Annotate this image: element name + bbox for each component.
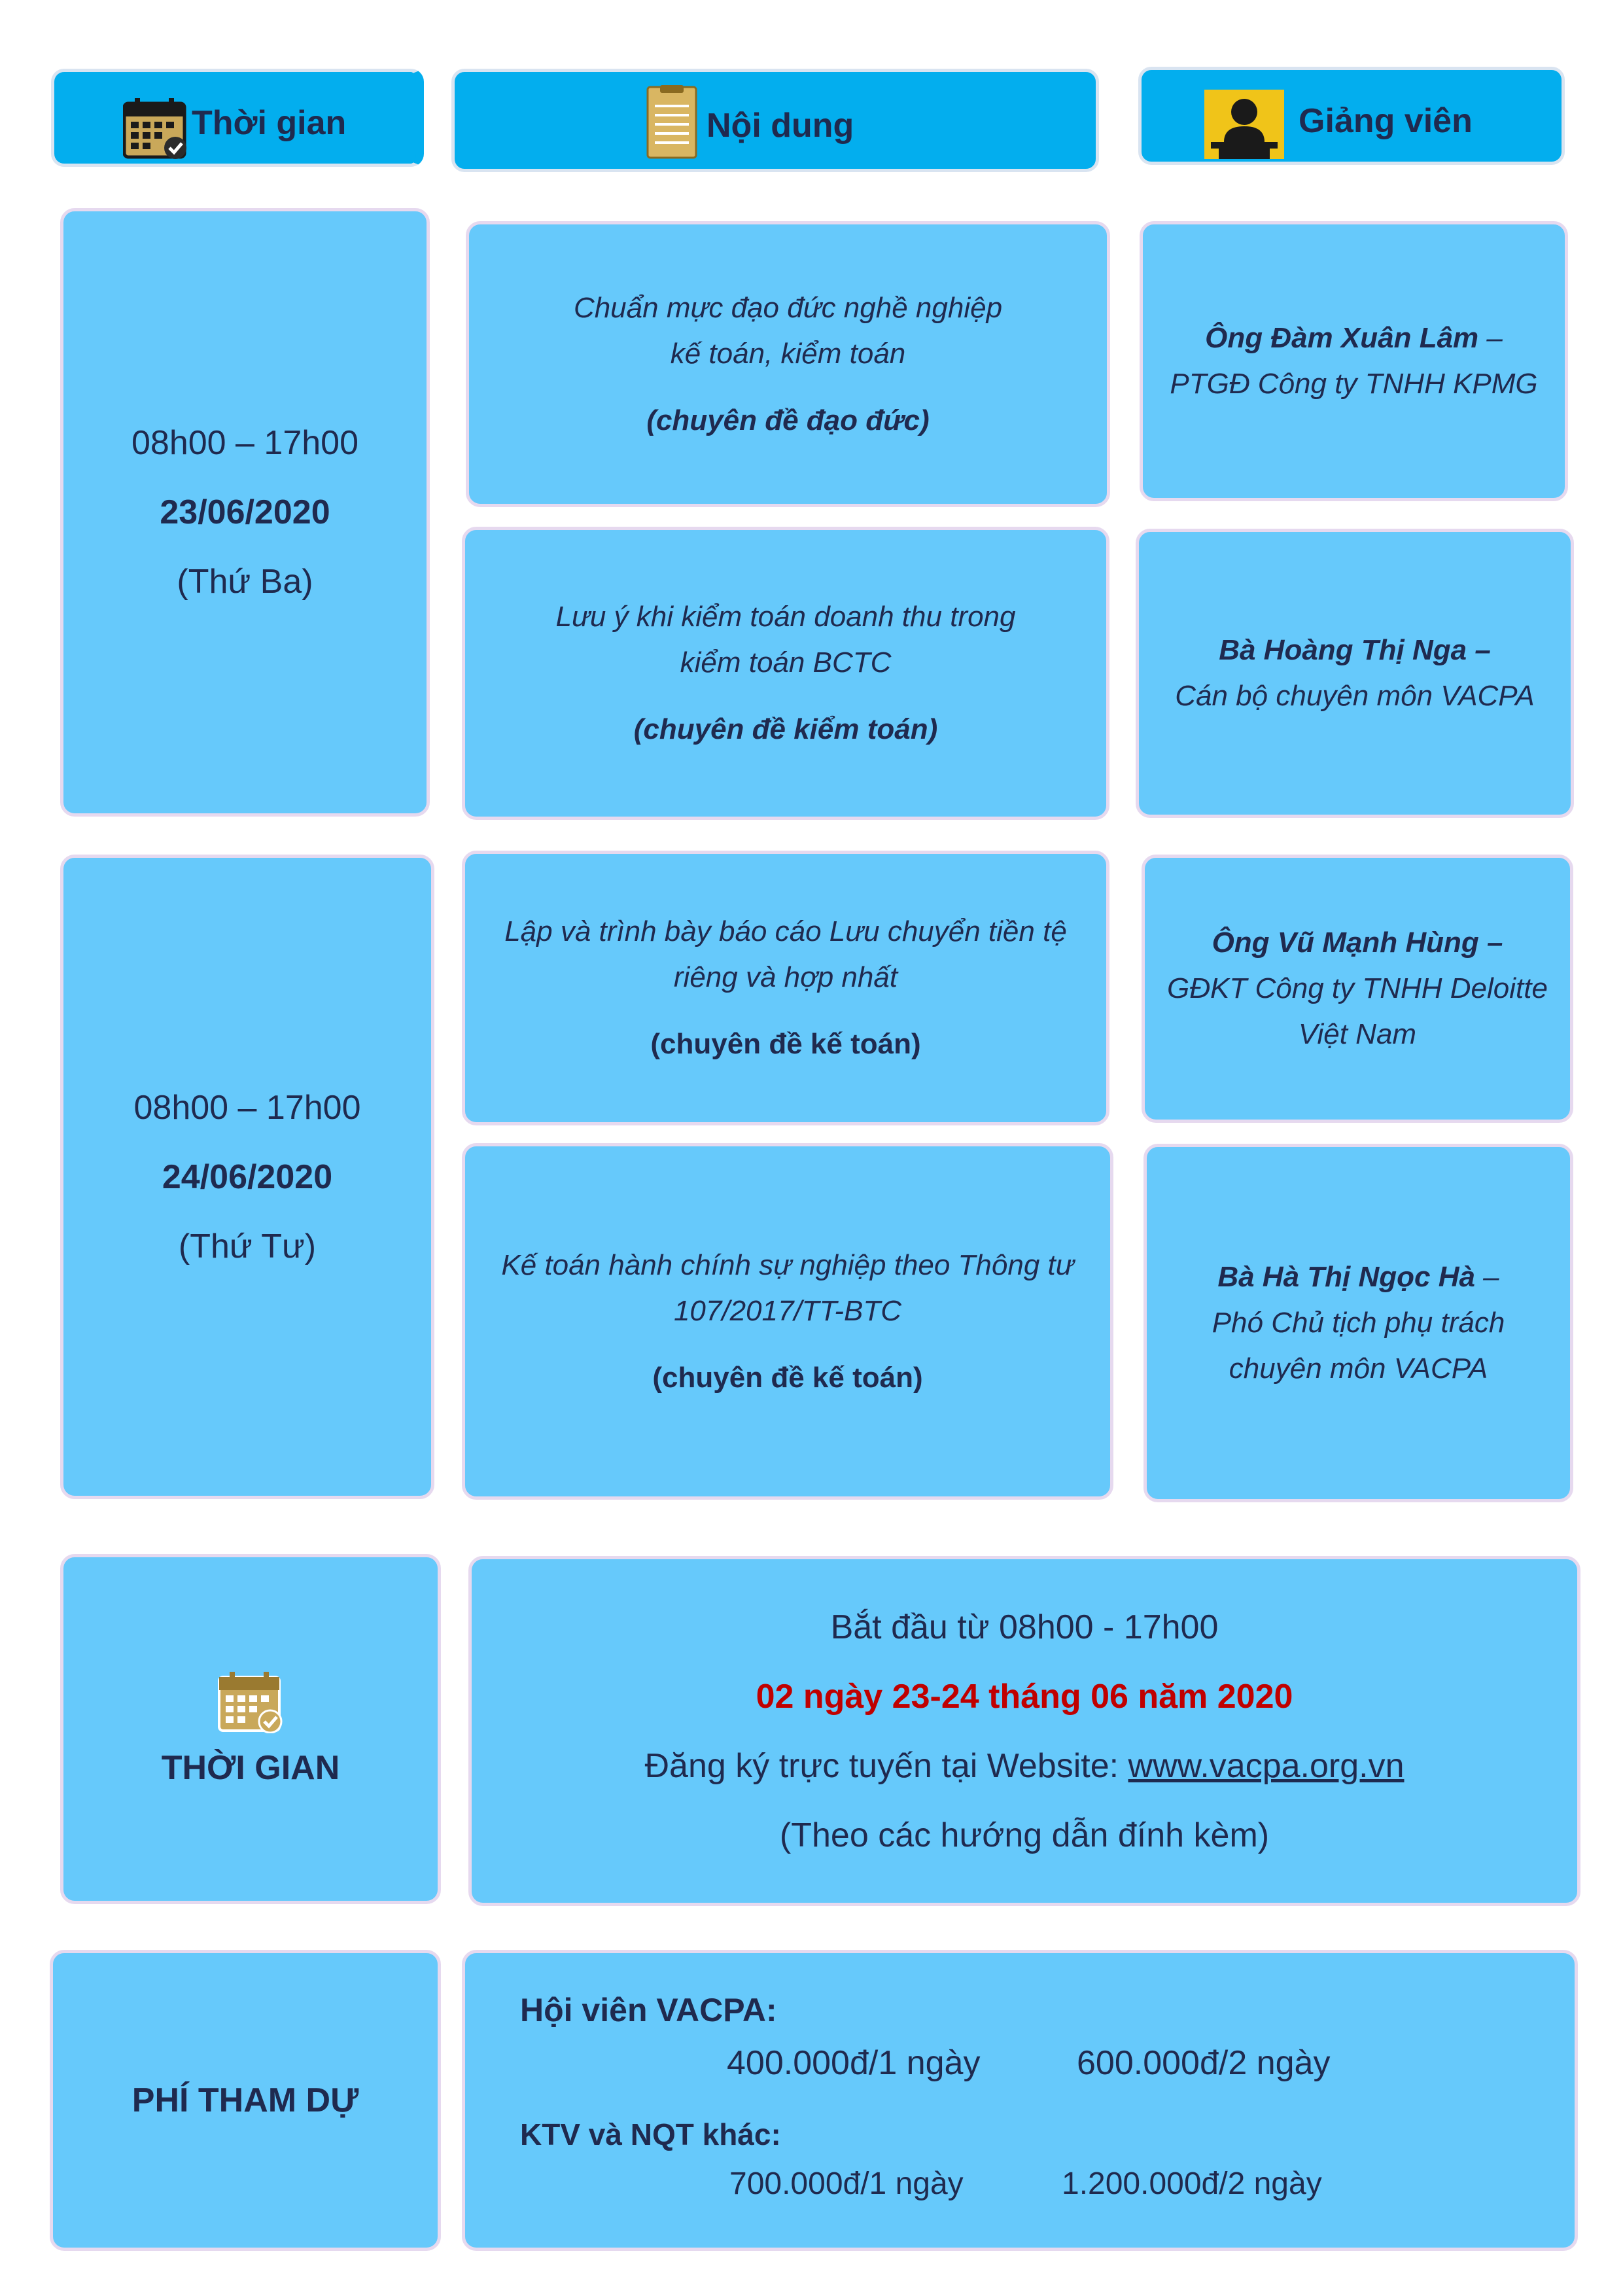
lecturer-role: Phó Chủ tịch phụ trách xyxy=(1212,1307,1505,1339)
header-lecturer xyxy=(1138,67,1565,165)
schedule-title: THỜI GIAN xyxy=(161,1749,340,1787)
header-content-label: Nội dung xyxy=(707,107,854,145)
topic-tag: (chuyên đề kế toán) xyxy=(650,1028,921,1060)
lecturer-icon xyxy=(1204,90,1284,162)
lecturer-role: GĐKT Công ty TNHH Deloitte xyxy=(1167,972,1548,1004)
lecturer-name: Bà Hoàng Thị Nga – xyxy=(1219,634,1491,666)
document-icon xyxy=(646,85,698,163)
topic-tag: (chuyên đề kiểm toán) xyxy=(633,713,938,745)
other-label: KTV và NQT khác: xyxy=(520,2117,781,2151)
fees-title: PHÍ THAM DỰ xyxy=(131,2081,359,2119)
session-2-time-box xyxy=(60,855,434,1499)
lecturer-name: Ông Vũ Mạnh Hùng – xyxy=(1212,927,1503,959)
header-time-label: Thời gian xyxy=(192,104,347,142)
session-1-weekday: (Thứ Ba) xyxy=(177,563,313,601)
lecturer-role: Cán bộ chuyên môn VACPA xyxy=(1175,680,1535,712)
lecturer-name: Bà Hà Thị Ngọc Hà xyxy=(1217,1261,1475,1293)
topic-line-1: Lưu ý khi kiểm toán doanh thu trong xyxy=(555,601,1016,633)
topic-line-1: Chuẩn mực đạo đức nghề nghiệp xyxy=(573,291,1003,324)
topic-tag: (chuyên đề đạo đức) xyxy=(646,404,930,436)
schedule-register-prefix: Đăng ký trực tuyến tại Website: xyxy=(644,1746,1128,1785)
schedule-detail-box xyxy=(468,1556,1580,1906)
session-1-topic-2 xyxy=(462,527,1109,820)
other-fee-two-days: 1.200.000đ/2 ngày xyxy=(1062,2166,1322,2201)
session-2-time: 08h00 – 17h00 xyxy=(133,1088,361,1127)
fees-detail-box xyxy=(462,1950,1578,2251)
header-time xyxy=(51,69,424,167)
topic-line-1: Kế toán hành chính sự nghiệp theo Thông tư xyxy=(501,1248,1074,1281)
session-2-weekday: (Thứ Tư) xyxy=(178,1227,317,1265)
website-link[interactable]: www.vacpa.org.vn xyxy=(1128,1746,1405,1785)
session-1-time-box xyxy=(60,208,430,817)
lecturer-role-2: chuyên môn VACPA xyxy=(1229,1352,1488,1385)
schedule-register-line xyxy=(644,1731,1404,1801)
lecturer-dash: – xyxy=(1475,1261,1499,1293)
session-2-lecturer-2 xyxy=(1143,1144,1573,1502)
session-1-time: 08h00 – 17h00 xyxy=(131,424,358,462)
topic-tag: (chuyên đề kế toán) xyxy=(652,1361,923,1394)
calendar-icon xyxy=(123,97,188,163)
member-fee-one-day: 400.000đ/1 ngày xyxy=(727,2044,981,2082)
header-lecturer-label: Giảng viên xyxy=(1299,102,1473,140)
session-1-topic-1 xyxy=(466,221,1110,507)
calendar-icon xyxy=(218,1670,283,1737)
header-content xyxy=(451,69,1099,172)
topic-line-2: kiểm toán BCTC xyxy=(680,646,892,679)
lecturer-role: PTGĐ Công ty TNHH KPMG xyxy=(1170,368,1538,400)
schedule-title-box xyxy=(60,1554,441,1904)
session-1-lecturer-2 xyxy=(1136,529,1574,818)
member-label: Hội viên VACPA: xyxy=(520,1992,777,2028)
session-2-lecturer-1 xyxy=(1142,855,1573,1123)
lecturer-dash: – xyxy=(1478,322,1503,354)
schedule-note: (Theo các hướng dẫn đính kèm) xyxy=(779,1816,1270,1854)
session-2-date: 24/06/2020 xyxy=(162,1157,333,1196)
member-fee-two-days: 600.000đ/2 ngày xyxy=(1077,2044,1331,2082)
fees-title-box xyxy=(50,1950,441,2251)
session-1-lecturer-1 xyxy=(1140,221,1568,501)
schedule-line-1: Bắt đầu từ 08h00 - 17h00 xyxy=(830,1608,1219,1646)
topic-line-2: kế toán, kiểm toán xyxy=(670,337,906,370)
topic-line-2: riêng và hợp nhất xyxy=(673,961,898,993)
topic-line-1: Lập và trình bày báo cáo Lưu chuyển tiền tệ xyxy=(504,915,1067,947)
session-1-date: 23/06/2020 xyxy=(160,493,330,531)
other-fee-one-day: 700.000đ/1 ngày xyxy=(729,2166,964,2201)
session-2-topic-1 xyxy=(462,851,1109,1125)
lecturer-role-2: Việt Nam xyxy=(1298,1018,1417,1050)
lecturer-name: Ông Đàm Xuân Lâm xyxy=(1205,322,1479,354)
schedule-dates: 02 ngày 23-24 tháng 06 năm 2020 xyxy=(756,1677,1293,1716)
lecturer-name-line xyxy=(1217,1254,1499,1300)
topic-line-2: 107/2017/TT-BTC xyxy=(673,1294,902,1327)
session-2-topic-2 xyxy=(462,1143,1113,1500)
lecturer-name-line xyxy=(1205,315,1503,361)
